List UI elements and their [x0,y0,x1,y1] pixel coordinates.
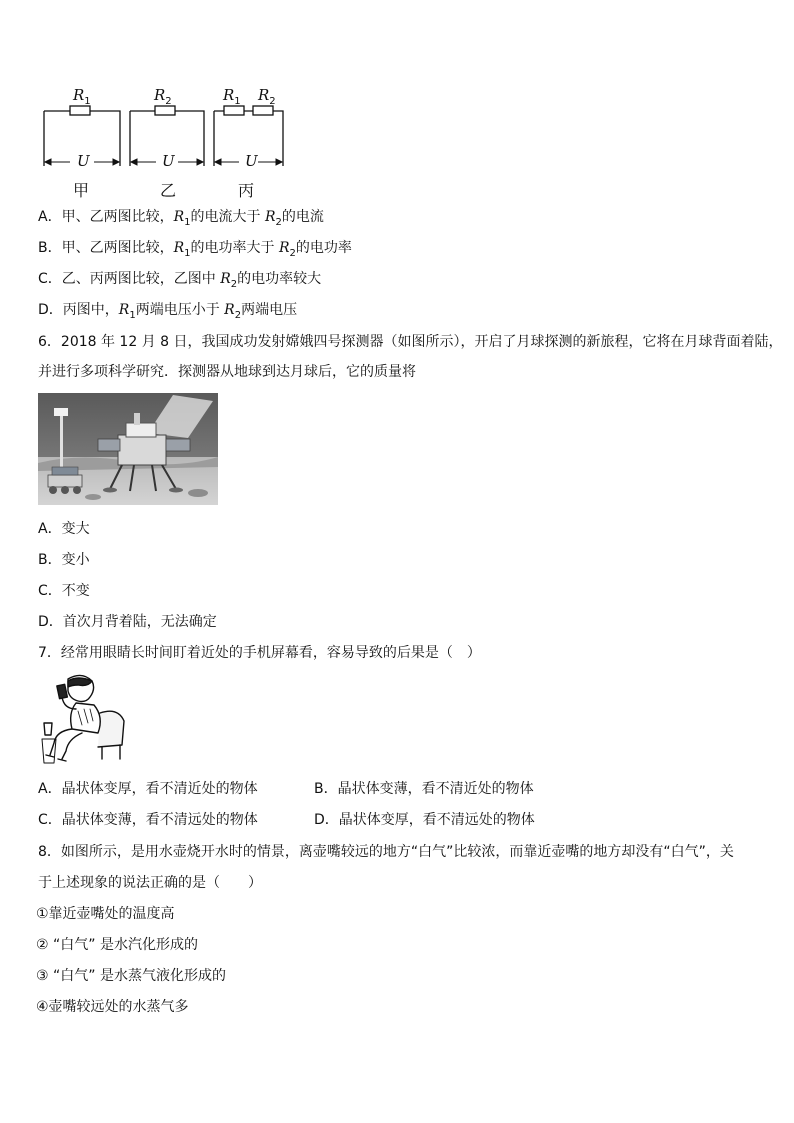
q8-stem-line2: 于上述现象的说法正确的是（ ） [38,875,262,891]
q8-item-2: ② “白气” 是水汽化形成的 [36,937,198,953]
q8-item-4: ④壶嘴较远处的水蒸气多 [36,999,189,1015]
label-r2-bing: $R_2$ [258,86,276,107]
label-u-yi: U [162,152,175,170]
q7-option-c[interactable]: C．晶状体变薄，看不清远处的物体 [38,812,258,828]
q8-stem-line1: 8．如图所示，是用水壶烧开水时的情景，离壶嘴较远的地方“白气”比较浓，而靠近壶嘴的地方却没有“白气”，关 [38,844,734,860]
q7-option-d[interactable]: D．晶状体变厚，看不清远处的物体 [314,812,535,828]
resistor-r2-yi [155,106,175,115]
label-yi: 乙 [160,181,177,200]
q6-option-c[interactable]: C．不变 [38,583,90,599]
resistor-r1-bing [224,106,244,115]
lunar-lander-photo [38,393,218,505]
label-r2-yi: $R_2$ [154,86,172,107]
label-jia: 甲 [73,181,90,200]
resistor-r2-bing [253,106,273,115]
q7-option-b[interactable]: B．晶状体变薄，看不清近处的物体 [314,781,534,797]
q8-item-3: ③ “白气” 是水蒸气液化形成的 [36,968,226,984]
q6-option-a[interactable]: A．变大 [38,521,90,537]
q7-stem: 7．经常用眼睛长时间盯着近处的手机屏幕看，容易导致的后果是（ ） [38,645,481,661]
q8-item-1: ①靠近壶嘴处的温度高 [36,906,175,922]
label-u-jia: U [77,152,90,170]
label-r1-bing: $R_1$ [223,86,241,107]
q5-option-d[interactable]: D．丙图中，$R_1$两端电压小于 $R_2$两端电压 [38,302,298,321]
label-bing: 丙 [238,181,255,200]
q6-stem-line1: 6．2018 年 12 月 8 日，我国成功发射嫦娥四号探测器（如图所示），开启了月球探测的新旅程，它将在月球背面着陆， [38,334,783,350]
resistor-r1-jia [70,106,90,115]
label-r1-jia: $R_1$ [73,86,91,107]
q7-option-a[interactable]: A．晶状体变厚，看不清近处的物体 [38,781,258,797]
q6-option-b[interactable]: B．变小 [38,552,90,568]
q6-option-d[interactable]: D．首次月背着陆，无法确定 [38,614,217,630]
q5-option-a[interactable]: A．甲、乙两图比较，$R_1$的电流大于 $R_2$的电流 [38,209,324,228]
q5-option-c[interactable]: C．乙、丙两图比较，乙图中 $R_2$的电功率较大 [38,271,322,290]
q5-option-b[interactable]: B．甲、乙两图比较，$R_1$的电功率大于 $R_2$的电功率 [38,240,352,259]
label-u-bing: U [245,152,258,170]
q6-stem-line2: 并进行多项科学研究．探测器从地球到达月球后，它的质量将 [38,364,416,380]
phone-user-illustration [38,673,132,765]
